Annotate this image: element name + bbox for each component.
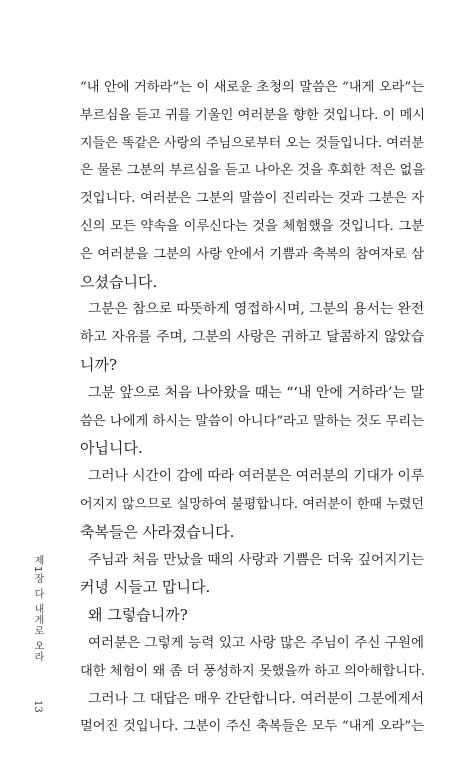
text-line: 으셨습니다. xyxy=(80,272,158,291)
text-line: 그분은 참으로 따뜻하게 영접하시며, 그분의 용서는 완전 xyxy=(88,301,425,318)
text-line: 커녕 시들고 맙니다. xyxy=(80,578,211,597)
text-line: 씀은 나에게 하시는 말씀이 아니다”라고 말하는 것도 무리는 xyxy=(80,413,424,429)
text-line: 그러나 그 대답은 매우 간단합니다. 여러분이 그분에게서 xyxy=(88,690,425,707)
text-line: 대한 체험이 왜 좀 더 풍성하지 못했을까 하고 의아해합니다. xyxy=(80,663,426,679)
text-line: 멀어진 것입니다. 그분이 주신 축복들은 모두 “내게 오라”는 xyxy=(80,719,424,735)
text-line: 지들은 똑같은 사랑의 주님으로부터 오는 것들입니다. 여러분 xyxy=(80,135,424,151)
text-line: 것입니다. 여러분은 그분의 말씀이 진리라는 것과 그분은 자 xyxy=(80,191,424,207)
text-line: “내 안에 거하라”는 이 새로운 초청의 말씀은 “내게 오라”는 xyxy=(80,80,424,95)
text-line: 여러분은 그렇게 능력 있고 사랑 많은 주님이 주신 구원에 xyxy=(88,634,424,651)
text-line: 그분 앞으로 처음 나아왔을 때는 “‘내 안에 거하라’는 말 xyxy=(88,384,424,401)
text-line: 아닙니다. xyxy=(80,439,143,458)
text-line: 주님과 처음 만났을 때의 사랑과 기쁨은 더욱 깊어지기는 xyxy=(88,551,425,568)
text-line: 신의 모든 약속을 이루신다는 것을 체험했을 것입니다. 그분 xyxy=(80,218,424,234)
text-line: 은 여러분을 그분의 사랑 안에서 기쁨과 축복의 참여자로 삼 xyxy=(80,246,424,262)
body-text xyxy=(80,74,424,741)
page-number: 13 xyxy=(32,700,43,713)
text-line: 축복들은 사라졌습니다. xyxy=(80,522,235,541)
text-line: 은 물론 그분의 부르심을 듣고 나아온 것을 후회한 적은 없을 xyxy=(80,163,426,179)
running-title: 제1장 다 내게로 오라 xyxy=(32,555,43,663)
text-line: 니까? xyxy=(80,355,118,374)
text-line: 하고 자유를 주며, 그분의 사랑은 귀하고 달콤하지 않았습 xyxy=(80,329,424,346)
text-line: 어지지 않으므로 실망하여 불평합니다. 여러분이 한때 누렸던 xyxy=(80,496,424,512)
text-line: 왜 그렇습니까? xyxy=(88,606,188,625)
text-line: 부르심을 듣고 귀를 기울인 여러분을 향한 것입니다. 이 메시 xyxy=(80,107,426,123)
text-line: 그러나 시간이 감에 따라 여러분은 여러분의 기대가 이루 xyxy=(88,468,425,485)
